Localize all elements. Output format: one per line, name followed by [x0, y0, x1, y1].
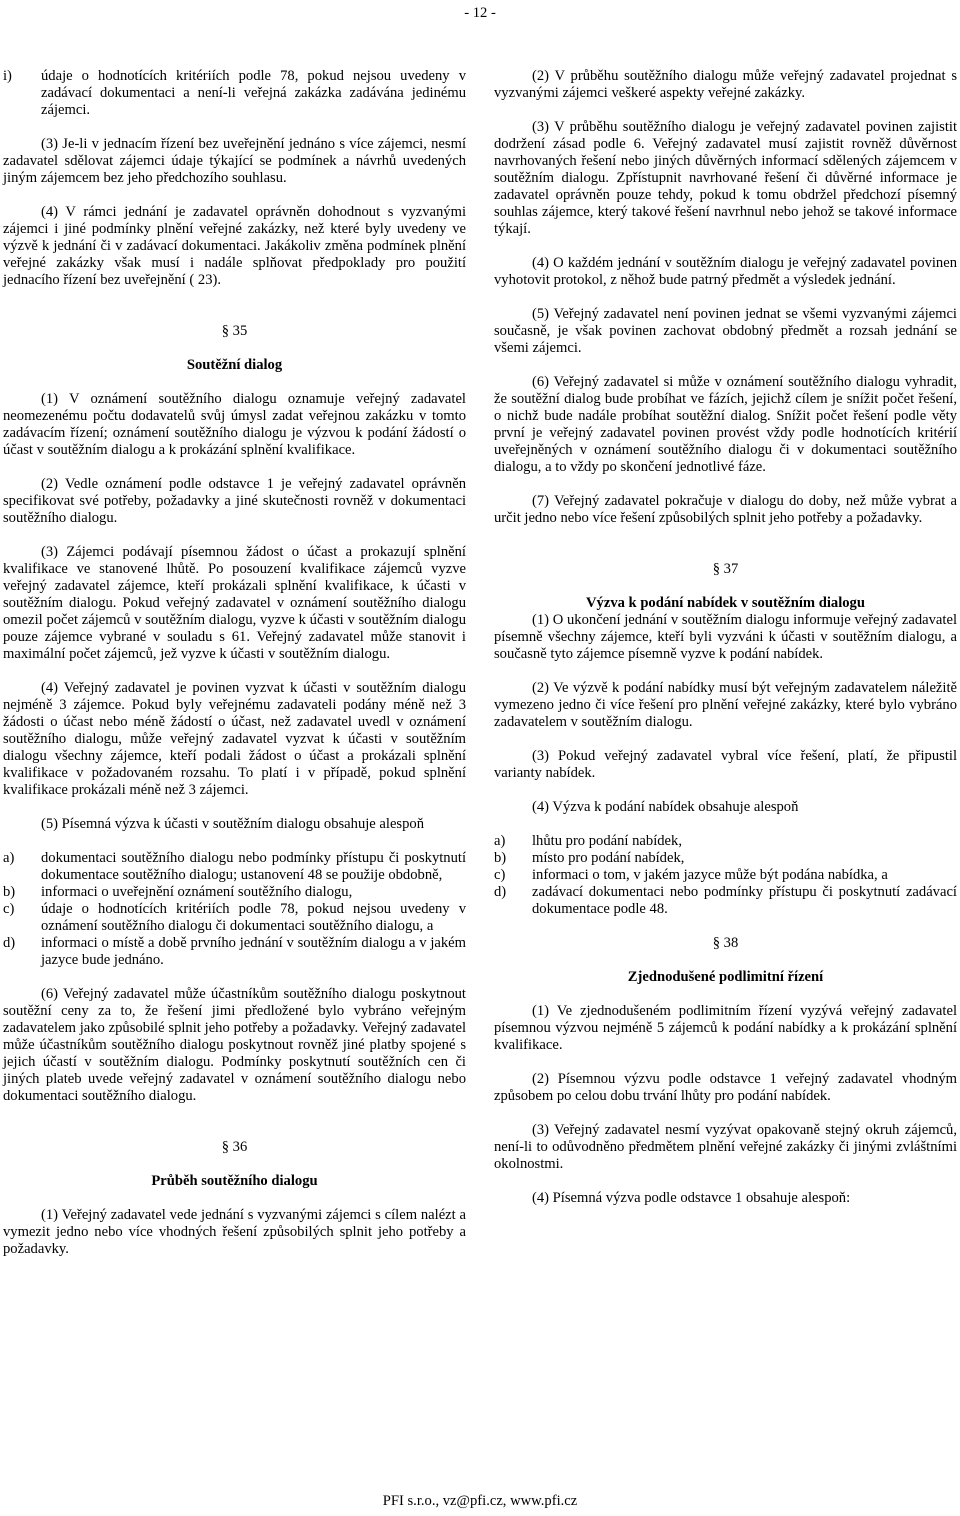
list-item-text: lhůtu pro podání nabídek, — [532, 833, 682, 849]
list-item — [3, 901, 466, 935]
list-item-text: místo pro podání nabídek, — [532, 850, 685, 866]
list-item-text: dokumentaci soutěžního dialogu nebo podmínky přístupu či poskytnutí dokumentace soutěžního dialogu; ustanovení 48 se použije obdobně, — [41, 850, 466, 883]
paragraph: (4) V rámci jednání je zadavatel oprávněn dohodnout s vyzvanými zájemci i jiné podmínky plnění veřejné zakázky, než které byly uvedeny ve výzvě k jednání či v zadávací dokumentaci. Jakákoliv změna podmínek plnění veřejné zakázky však musí i nadále splňovat předpoklady pro použití jednacího řízení bez uveřejnění ( 23). — [3, 204, 466, 288]
section-number: § 37 — [712, 561, 739, 577]
list-item-label: c) — [494, 867, 506, 883]
section-title: Výzva k podání nabídek v soutěžním dialogu — [586, 595, 865, 611]
paragraph: (2) Ve výzvě k podání nabídky musí být veřejným zadavatelem náležitě vymezeno jedno či více řešení pro plnění veřejné zakázky, které bylo vybráno zadavatelem v soutěžním dialogu. — [494, 680, 957, 730]
list-item — [494, 833, 957, 850]
page-number: - 12 - — [464, 5, 496, 21]
paragraph: (2) V průběhu soutěžního dialogu může veřejný zadavatel projednat s vyzvanými zájemci veškeré aspekty veřejné zakázky. — [494, 68, 957, 101]
list-item — [494, 850, 957, 867]
paragraph: (3) V průběhu soutěžního dialogu je veřejný zadavatel povinen zajistit dodržení zásad podle 6. Veřejný zadavatel musí zajistit rovněž důvěrnost navrhovaných řešení nebo jiných důvěrných informací sdělených zájemcem v soutěžním dialogu. Zpřístupnit navrhované řešení či důvěrné informace je zadavatel oprávněn pouze tehdy, pokud k tomu obdržel předchozí písemný souhlas zájemce, který takové řešení navrhnul nebo jehož se takové informace týkají. — [494, 119, 957, 237]
list-item — [494, 884, 957, 918]
list-item — [3, 884, 466, 901]
paragraph: (6) Veřejný zadavatel si může v oznámení soutěžního dialogu vyhradit, že soutěžní dialog bude probíhat ve fázích, jejichž cílem je snížit počet řešení, o nichž bude nadále probíhat soutěžní dialog. Snížit počet řešení podle věty první je veřejný zadavatel povinen provést vždy podle hodnotících kritérií uveřejněných v oznámení soutěžního dialogu či v dokumentaci soutěžního dialogu, a to vždy po skončení jednotlivé fáze. — [494, 374, 957, 475]
section-number: § 36 — [221, 1139, 248, 1155]
list-item-label: b) — [3, 884, 16, 900]
paragraph: (5) Veřejný zadavatel není povinen jednat se všemi vyzvanými zájemci současně, je však povinen zachovat obdobný předmět a rozsah jednání se všemi zájemci. — [494, 306, 957, 356]
list-item-label: d) — [494, 884, 507, 900]
list-item-text: informaci o místě a době prvního jednání v soutěžním dialogu a v jakém jazyce bude jednáno. — [41, 935, 466, 968]
paragraph: (1) Veřejný zadavatel vede jednání s vyzvanými zájemci s cílem nalézt a vymezit jedno nebo více vhodných řešení způsobilých splnit jeho potřeby a požadavky. — [3, 1207, 466, 1257]
list-item — [3, 68, 466, 119]
paragraph: (5) Písemná výzva k účasti v soutěžním dialogu obsahuje alespoň — [41, 816, 425, 832]
paragraph: (4) Písemná výzva podle odstavce 1 obsahuje alespoň: — [532, 1190, 851, 1206]
section-title: Soutěžní dialog — [186, 357, 283, 373]
paragraph: (3) Veřejný zadavatel nesmí vyzývat opakovaně stejný okruh zájemců, není-li to odůvodněno předmětem plnění veřejné zakázky či jinými zvláštními okolnostmi. — [494, 1122, 957, 1172]
section-number: § 38 — [712, 935, 739, 951]
paragraph: (2) Vedle oznámení podle odstavce 1 je veřejný zadavatel oprávněn specifikovat své potřeby, požadavky a jiné skutečnosti rovněž v dokumentaci soutěžního dialogu. — [3, 476, 466, 526]
paragraph: (3) Zájemci podávají písemnou žádost o účast a prokazují splnění kvalifikace ve stanovené lhůtě. Po posouzení kvalifikace zájemců vyzve veřejný zadavatel zájemce, kteří prokázali splnění kvalifikace, k účasti v soutěžním dialogu. Pokud veřejný zadavatel v oznámení soutěžního dialogu omezil počet zájemců v soutěžním dialogu, vyzve k účasti v soutěžním dialogu pouze zájemce vybrané v souladu s 61. Veřejný zadavatel může stanovit i maximální počet zájemců, jež vyzve k účasti v soutěžním dialogu. — [3, 544, 466, 662]
list-item-label: c) — [3, 901, 15, 917]
list-item — [3, 850, 466, 884]
paragraph: (3) Pokud veřejný zadavatel vybral více řešení, platí, že připustil varianty nabídek. — [494, 748, 957, 781]
list-item-text: zadávací dokumentaci nebo podmínky přístupu či poskytnutí zadávací dokumentace podle 48. — [532, 884, 957, 917]
page-footer: PFI s.r.o., vz@pfi.cz, www.pfi.cz — [382, 1493, 578, 1509]
list-item-label: a) — [494, 833, 506, 849]
paragraph: (4) Veřejný zadavatel je povinen vyzvat k účasti v soutěžním dialogu nejméně 3 zájemce. Pokud byly veřejnému zadavateli podány méně než 3 žádosti o účast nebo méně žádostí o účast, než zadavatel uvedl v oznámení soutěžního dialogu, může veřejný zadavatel vyzvat k účasti v soutěžním dialogu všechny zájemce, kteří podali žádost o účast a prokázali splnění kvalifikace v požadovaném rozsahu. To platí i v případě, pokud splnění kvalifikace prokázali méně než 3 zájemci. — [3, 680, 466, 798]
right-column — [494, 68, 957, 1207]
list-item — [494, 867, 957, 884]
list — [494, 833, 957, 918]
paragraph: (6) Veřejný zadavatel může účastníkům soutěžního dialogu poskytnout soutěžní ceny za to, že řešení jimi předložené bylo vybráno veřejným zadavatelem jako způsobilé splnit jeho potřeby a požadavky. Veřejný zadavatel může účastníkům soutěžního dialogu poskytnout rovněž jiné platby spojené s jejich účastí v soutěžním dialogu. Podmínky poskytnutí soutěžních cen či jiných plateb uvede veřejný zadavatel v oznámení soutěžního dialogu nebo dokumentaci soutěžního dialogu. — [3, 986, 466, 1104]
paragraph: (1) Ve zjednodušeném podlimitním řízení vyzývá veřejný zadavatel písemnou výzvou nejméně 5 zájemců k podání nabídky a k prokázání splnění kvalifikace. — [494, 1003, 957, 1053]
list-item-label: i) — [3, 68, 12, 84]
list-item-text: údaje o hodnotících kritériích podle 78, pokud nejsou uvedeny v zadávací dokumentaci a není-li veřejná zakázka zadávána jedinému zájemci. — [41, 68, 466, 118]
list — [3, 850, 466, 969]
left-column — [3, 68, 466, 1258]
list-item-label: d) — [3, 935, 16, 951]
section-title: Průběh soutěžního dialogu — [151, 1173, 318, 1189]
list-item-label: a) — [3, 850, 15, 866]
paragraph: (4) O každém jednání v soutěžním dialogu je veřejný zadavatel povinen vyhotovit protokol, z něhož bude patrný předmět a výsledek jednání. — [494, 255, 957, 288]
list-item-label: b) — [494, 850, 507, 866]
paragraph: (3) Je-li v jednacím řízení bez uveřejnění jednáno s více zájemci, nesmí zadavatel sdělovat zájemci údaje týkající se podmínek a návrhů uvedených jiným zájemcem bez jeho předchozího souhlasu. — [3, 136, 466, 186]
list-item — [3, 935, 466, 969]
paragraph: (2) Písemnou výzvu podle odstavce 1 veřejný zadavatel vhodným způsobem po celou dobu trvání lhůty pro podání nabídek. — [494, 1071, 957, 1104]
paragraph: (1) V oznámení soutěžního dialogu oznamuje veřejný zadavatel neomezenému počtu dodavatelů svůj úmysl zadat veřejnou zakázku v tomto zadávacím řízení; oznámení soutěžního dialogu je výzvou k podání žádostí o účast v soutěžním dialogu a k prokázání splnění kvalifikace. — [3, 391, 466, 458]
list-item-text: informaci o uveřejnění oznámení soutěžního dialogu, — [41, 884, 353, 900]
paragraph: (7) Veřejný zadavatel pokračuje v dialogu do doby, než může vybrat a určit jedno nebo více řešení způsobilých splnit jeho potřeby a požadavky. — [494, 493, 957, 526]
list-item-text: údaje o hodnotících kritériích podle 78, pokud nejsou uvedeny v oznámení soutěžního dialogu či dokumentaci soutěžního dialogu, a — [41, 901, 466, 934]
list-item-text: informaci o tom, v jakém jazyce může být podána nabídka, a — [532, 867, 888, 883]
section-title: Zjednodušené podlimitní řízení — [627, 969, 824, 985]
paragraph: (4) Výzva k podání nabídek obsahuje alespoň — [532, 799, 799, 815]
paragraph: (1) O ukončení jednání v soutěžním dialogu informuje veřejný zadavatel písemně všechny zájemce, kteří byli vyzváni k účasti v soutěžním dialogu, a současně tyto zájemce písemně vyzve k podání nabídek. — [494, 612, 957, 662]
section-number: § 35 — [221, 323, 248, 339]
